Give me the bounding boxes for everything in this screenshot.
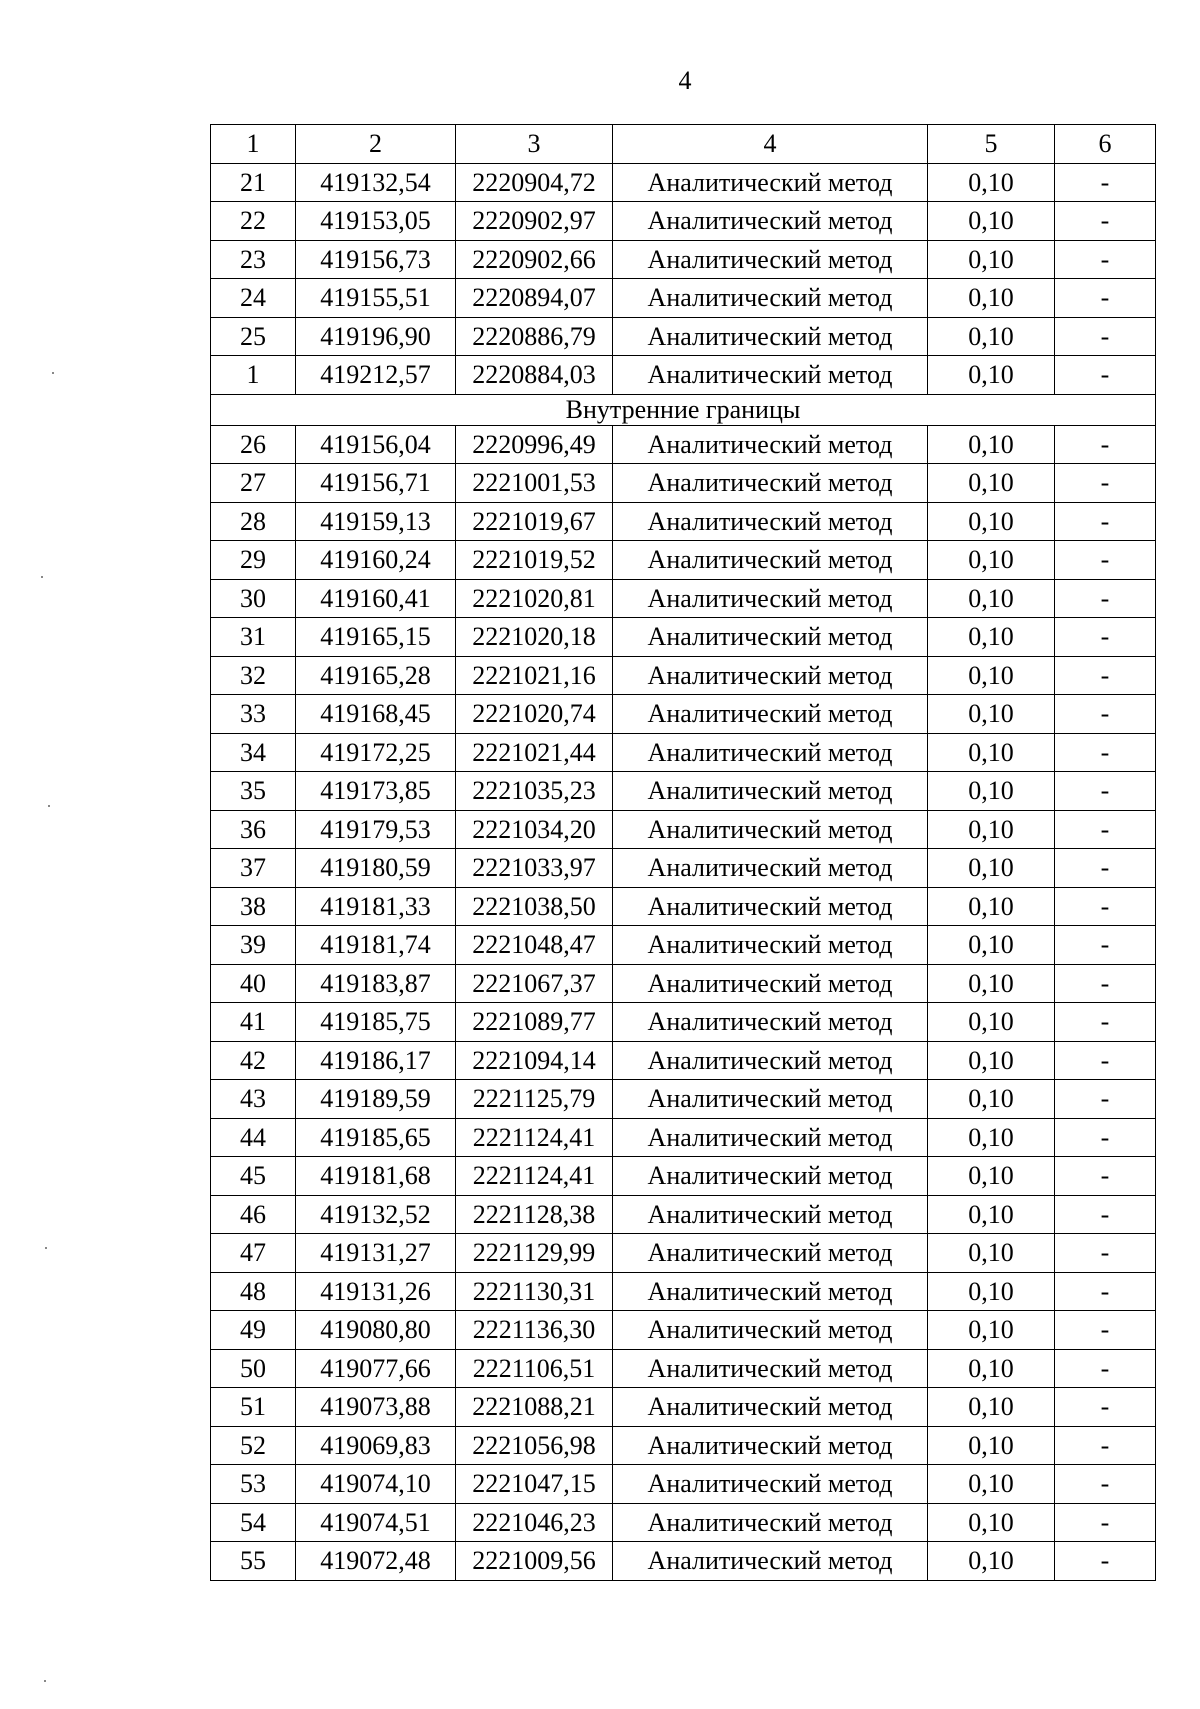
y-coordinate-cell: 2220884,03 [456,356,613,395]
x-coordinate-cell: 419160,24 [296,541,456,580]
accuracy-cell: 0,10 [928,1041,1055,1080]
accuracy-cell: 0,10 [928,1465,1055,1504]
x-coordinate-cell: 419172,25 [296,733,456,772]
accuracy-cell: 0,10 [928,1503,1055,1542]
note-cell: - [1055,849,1156,888]
method-cell: Аналитический метод [613,656,928,695]
note-cell: - [1055,1465,1156,1504]
y-coordinate-cell: 2221046,23 [456,1503,613,1542]
y-coordinate-cell: 2221129,99 [456,1234,613,1273]
accuracy-cell: 0,10 [928,279,1055,318]
note-cell: - [1055,1234,1156,1273]
method-cell: Аналитический метод [613,1426,928,1465]
x-coordinate-cell: 419159,13 [296,502,456,541]
note-cell: - [1055,1195,1156,1234]
y-coordinate-cell: 2221019,67 [456,502,613,541]
y-coordinate-cell: 2221019,52 [456,541,613,580]
method-cell: Аналитический метод [613,1311,928,1350]
table-row [211,772,1156,811]
method-cell: Аналитический метод [613,1118,928,1157]
x-coordinate-cell: 419165,15 [296,618,456,657]
y-coordinate-cell: 2221106,51 [456,1349,613,1388]
table-row [211,810,1156,849]
point-number-cell: 52 [211,1426,296,1465]
method-cell: Аналитический метод [613,279,928,318]
y-coordinate-cell: 2220894,07 [456,279,613,318]
method-cell: Аналитический метод [613,240,928,279]
y-coordinate-cell: 2220902,97 [456,202,613,241]
section-title: Внутренние границы [211,394,1156,425]
x-coordinate-cell: 419153,05 [296,202,456,241]
note-cell: - [1055,1003,1156,1042]
header-cell-4: 4 [613,125,928,164]
point-number-cell: 32 [211,656,296,695]
point-number-cell: 29 [211,541,296,580]
method-cell: Аналитический метод [613,1003,928,1042]
method-cell: Аналитический метод [613,733,928,772]
method-cell: Аналитический метод [613,202,928,241]
point-number-cell: 25 [211,317,296,356]
accuracy-cell: 0,10 [928,810,1055,849]
y-coordinate-cell: 2221088,21 [456,1388,613,1427]
table-row [211,1465,1156,1504]
table-row [211,1272,1156,1311]
point-number-cell: 37 [211,849,296,888]
accuracy-cell: 0,10 [928,1542,1055,1581]
accuracy-cell: 0,10 [928,1195,1055,1234]
note-cell: - [1055,579,1156,618]
table-row [211,1542,1156,1581]
y-coordinate-cell: 2221136,30 [456,1311,613,1350]
point-number-cell: 30 [211,579,296,618]
method-cell: Аналитический метод [613,849,928,888]
method-cell: Аналитический метод [613,1503,928,1542]
accuracy-cell: 0,10 [928,1118,1055,1157]
accuracy-cell: 0,10 [928,1157,1055,1196]
point-number-cell: 26 [211,425,296,464]
table-row [211,926,1156,965]
accuracy-cell: 0,10 [928,733,1055,772]
accuracy-cell: 0,10 [928,1426,1055,1465]
method-cell: Аналитический метод [613,1272,928,1311]
x-coordinate-cell: 419073,88 [296,1388,456,1427]
x-coordinate-cell: 419077,66 [296,1349,456,1388]
y-coordinate-cell: 2221021,16 [456,656,613,695]
x-coordinate-cell: 419212,57 [296,356,456,395]
scan-speck [48,805,50,807]
x-coordinate-cell: 419173,85 [296,772,456,811]
note-cell: - [1055,541,1156,580]
y-coordinate-cell: 2221124,41 [456,1118,613,1157]
y-coordinate-cell: 2220886,79 [456,317,613,356]
accuracy-cell: 0,10 [928,425,1055,464]
table-row [211,317,1156,356]
point-number-cell: 51 [211,1388,296,1427]
method-cell: Аналитический метод [613,356,928,395]
x-coordinate-cell: 419185,75 [296,1003,456,1042]
x-coordinate-cell: 419196,90 [296,317,456,356]
point-number-cell: 27 [211,464,296,503]
table-row [211,849,1156,888]
method-cell: Аналитический метод [613,1542,928,1581]
method-cell: Аналитический метод [613,1080,928,1119]
y-coordinate-cell: 2221038,50 [456,887,613,926]
table-row [211,618,1156,657]
note-cell: - [1055,1388,1156,1427]
x-coordinate-cell: 419156,04 [296,425,456,464]
header-cell-2: 2 [296,125,456,164]
table-row [211,541,1156,580]
table-row [211,1503,1156,1542]
coordinates-table-body [211,125,1156,1581]
point-number-cell: 53 [211,1465,296,1504]
method-cell: Аналитический метод [613,810,928,849]
point-number-cell: 42 [211,1041,296,1080]
table-row [211,656,1156,695]
note-cell: - [1055,1272,1156,1311]
accuracy-cell: 0,10 [928,964,1055,1003]
y-coordinate-cell: 2221020,81 [456,579,613,618]
table-row [211,1349,1156,1388]
table-row [211,1157,1156,1196]
note-cell: - [1055,964,1156,1003]
table-row [211,240,1156,279]
x-coordinate-cell: 419069,83 [296,1426,456,1465]
accuracy-cell: 0,10 [928,772,1055,811]
note-cell: - [1055,810,1156,849]
scan-speck [44,1680,46,1682]
table-row [211,1118,1156,1157]
method-cell: Аналитический метод [613,887,928,926]
accuracy-cell: 0,10 [928,926,1055,965]
x-coordinate-cell: 419189,59 [296,1080,456,1119]
point-number-cell: 50 [211,1349,296,1388]
table-row [211,279,1156,318]
x-coordinate-cell: 419181,74 [296,926,456,965]
note-cell: - [1055,163,1156,202]
note-cell: - [1055,1503,1156,1542]
accuracy-cell: 0,10 [928,1003,1055,1042]
x-coordinate-cell: 419180,59 [296,849,456,888]
note-cell: - [1055,464,1156,503]
y-coordinate-cell: 2221035,23 [456,772,613,811]
table-row [211,1195,1156,1234]
section-row [211,394,1156,425]
point-number-cell: 40 [211,964,296,1003]
note-cell: - [1055,240,1156,279]
x-coordinate-cell: 419072,48 [296,1542,456,1581]
header-cell-1: 1 [211,125,296,164]
note-cell: - [1055,1118,1156,1157]
y-coordinate-cell: 2221067,37 [456,964,613,1003]
y-coordinate-cell: 2221056,98 [456,1426,613,1465]
accuracy-cell: 0,10 [928,1349,1055,1388]
point-number-cell: 33 [211,695,296,734]
note-cell: - [1055,202,1156,241]
method-cell: Аналитический метод [613,1234,928,1273]
table-row [211,579,1156,618]
scan-speck [41,576,43,578]
method-cell: Аналитический метод [613,1349,928,1388]
table-row [211,1041,1156,1080]
x-coordinate-cell: 419156,71 [296,464,456,503]
method-cell: Аналитический метод [613,695,928,734]
x-coordinate-cell: 419155,51 [296,279,456,318]
accuracy-cell: 0,10 [928,849,1055,888]
note-cell: - [1055,695,1156,734]
table-row [211,733,1156,772]
y-coordinate-cell: 2221125,79 [456,1080,613,1119]
point-number-cell: 38 [211,887,296,926]
method-cell: Аналитический метод [613,317,928,356]
y-coordinate-cell: 2221020,18 [456,618,613,657]
method-cell: Аналитический метод [613,1195,928,1234]
method-cell: Аналитический метод [613,579,928,618]
x-coordinate-cell: 419074,10 [296,1465,456,1504]
note-cell: - [1055,279,1156,318]
y-coordinate-cell: 2220902,66 [456,240,613,279]
accuracy-cell: 0,10 [928,317,1055,356]
x-coordinate-cell: 419131,27 [296,1234,456,1273]
method-cell: Аналитический метод [613,464,928,503]
note-cell: - [1055,1041,1156,1080]
note-cell: - [1055,1542,1156,1581]
header-cell-5: 5 [928,125,1055,164]
point-number-cell: 36 [211,810,296,849]
y-coordinate-cell: 2221124,41 [456,1157,613,1196]
note-cell: - [1055,618,1156,657]
point-number-cell: 23 [211,240,296,279]
point-number-cell: 45 [211,1157,296,1196]
y-coordinate-cell: 2220996,49 [456,425,613,464]
y-coordinate-cell: 2221001,53 [456,464,613,503]
accuracy-cell: 0,10 [928,163,1055,202]
x-coordinate-cell: 419156,73 [296,240,456,279]
accuracy-cell: 0,10 [928,541,1055,580]
accuracy-cell: 0,10 [928,1311,1055,1350]
note-cell: - [1055,656,1156,695]
point-number-cell: 55 [211,1542,296,1581]
table-row [211,464,1156,503]
table-row [211,964,1156,1003]
note-cell: - [1055,772,1156,811]
y-coordinate-cell: 2221009,56 [456,1542,613,1581]
point-number-cell: 47 [211,1234,296,1273]
point-number-cell: 28 [211,502,296,541]
table-row [211,1080,1156,1119]
method-cell: Аналитический метод [613,1157,928,1196]
point-number-cell: 35 [211,772,296,811]
scan-speck [45,1247,47,1249]
method-cell: Аналитический метод [613,1388,928,1427]
y-coordinate-cell: 2221130,31 [456,1272,613,1311]
note-cell: - [1055,425,1156,464]
method-cell: Аналитический метод [613,541,928,580]
note-cell: - [1055,317,1156,356]
point-number-cell: 49 [211,1311,296,1350]
x-coordinate-cell: 419074,51 [296,1503,456,1542]
y-coordinate-cell: 2221033,97 [456,849,613,888]
method-cell: Аналитический метод [613,163,928,202]
table-row [211,425,1156,464]
method-cell: Аналитический метод [613,1465,928,1504]
point-number-cell: 34 [211,733,296,772]
table-row [211,1426,1156,1465]
point-number-cell: 54 [211,1503,296,1542]
y-coordinate-cell: 2221020,74 [456,695,613,734]
note-cell: - [1055,1311,1156,1350]
y-coordinate-cell: 2221034,20 [456,810,613,849]
y-coordinate-cell: 2221094,14 [456,1041,613,1080]
method-cell: Аналитический метод [613,926,928,965]
accuracy-cell: 0,10 [928,502,1055,541]
note-cell: - [1055,1157,1156,1196]
y-coordinate-cell: 2221089,77 [456,1003,613,1042]
accuracy-cell: 0,10 [928,695,1055,734]
table-row [211,1311,1156,1350]
point-number-cell: 39 [211,926,296,965]
accuracy-cell: 0,10 [928,1272,1055,1311]
accuracy-cell: 0,10 [928,356,1055,395]
table-row [211,163,1156,202]
point-number-cell: 31 [211,618,296,657]
x-coordinate-cell: 419160,41 [296,579,456,618]
accuracy-cell: 0,10 [928,1234,1055,1273]
table-row [211,502,1156,541]
note-cell: - [1055,502,1156,541]
table-header-row [211,125,1156,164]
note-cell: - [1055,926,1156,965]
x-coordinate-cell: 419185,65 [296,1118,456,1157]
header-cell-6: 6 [1055,125,1156,164]
point-number-cell: 1 [211,356,296,395]
x-coordinate-cell: 419168,45 [296,695,456,734]
method-cell: Аналитический метод [613,425,928,464]
coordinates-table [210,124,1156,1581]
header-cell-3: 3 [456,125,613,164]
point-number-cell: 21 [211,163,296,202]
x-coordinate-cell: 419132,54 [296,163,456,202]
accuracy-cell: 0,10 [928,1080,1055,1119]
x-coordinate-cell: 419181,33 [296,887,456,926]
x-coordinate-cell: 419183,87 [296,964,456,1003]
point-number-cell: 44 [211,1118,296,1157]
accuracy-cell: 0,10 [928,656,1055,695]
note-cell: - [1055,356,1156,395]
y-coordinate-cell: 2221048,47 [456,926,613,965]
table-row [211,202,1156,241]
point-number-cell: 46 [211,1195,296,1234]
x-coordinate-cell: 419181,68 [296,1157,456,1196]
x-coordinate-cell: 419179,53 [296,810,456,849]
table-row [211,356,1156,395]
note-cell: - [1055,1080,1156,1119]
point-number-cell: 43 [211,1080,296,1119]
point-number-cell: 22 [211,202,296,241]
table-row [211,1003,1156,1042]
accuracy-cell: 0,10 [928,579,1055,618]
accuracy-cell: 0,10 [928,240,1055,279]
x-coordinate-cell: 419132,52 [296,1195,456,1234]
y-coordinate-cell: 2221047,15 [456,1465,613,1504]
y-coordinate-cell: 2221021,44 [456,733,613,772]
accuracy-cell: 0,10 [928,202,1055,241]
scan-speck [52,372,54,374]
table-row [211,1234,1156,1273]
x-coordinate-cell: 419165,28 [296,656,456,695]
method-cell: Аналитический метод [613,502,928,541]
note-cell: - [1055,887,1156,926]
point-number-cell: 41 [211,1003,296,1042]
point-number-cell: 48 [211,1272,296,1311]
table-row [211,1388,1156,1427]
table-row [211,887,1156,926]
page-number: 4 [678,66,692,95]
table-row [211,695,1156,734]
note-cell: - [1055,733,1156,772]
method-cell: Аналитический метод [613,964,928,1003]
accuracy-cell: 0,10 [928,618,1055,657]
method-cell: Аналитический метод [613,772,928,811]
note-cell: - [1055,1349,1156,1388]
accuracy-cell: 0,10 [928,464,1055,503]
method-cell: Аналитический метод [613,618,928,657]
x-coordinate-cell: 419131,26 [296,1272,456,1311]
point-number-cell: 24 [211,279,296,318]
y-coordinate-cell: 2220904,72 [456,163,613,202]
accuracy-cell: 0,10 [928,887,1055,926]
x-coordinate-cell: 419186,17 [296,1041,456,1080]
method-cell: Аналитический метод [613,1041,928,1080]
x-coordinate-cell: 419080,80 [296,1311,456,1350]
accuracy-cell: 0,10 [928,1388,1055,1427]
note-cell: - [1055,1426,1156,1465]
y-coordinate-cell: 2221128,38 [456,1195,613,1234]
